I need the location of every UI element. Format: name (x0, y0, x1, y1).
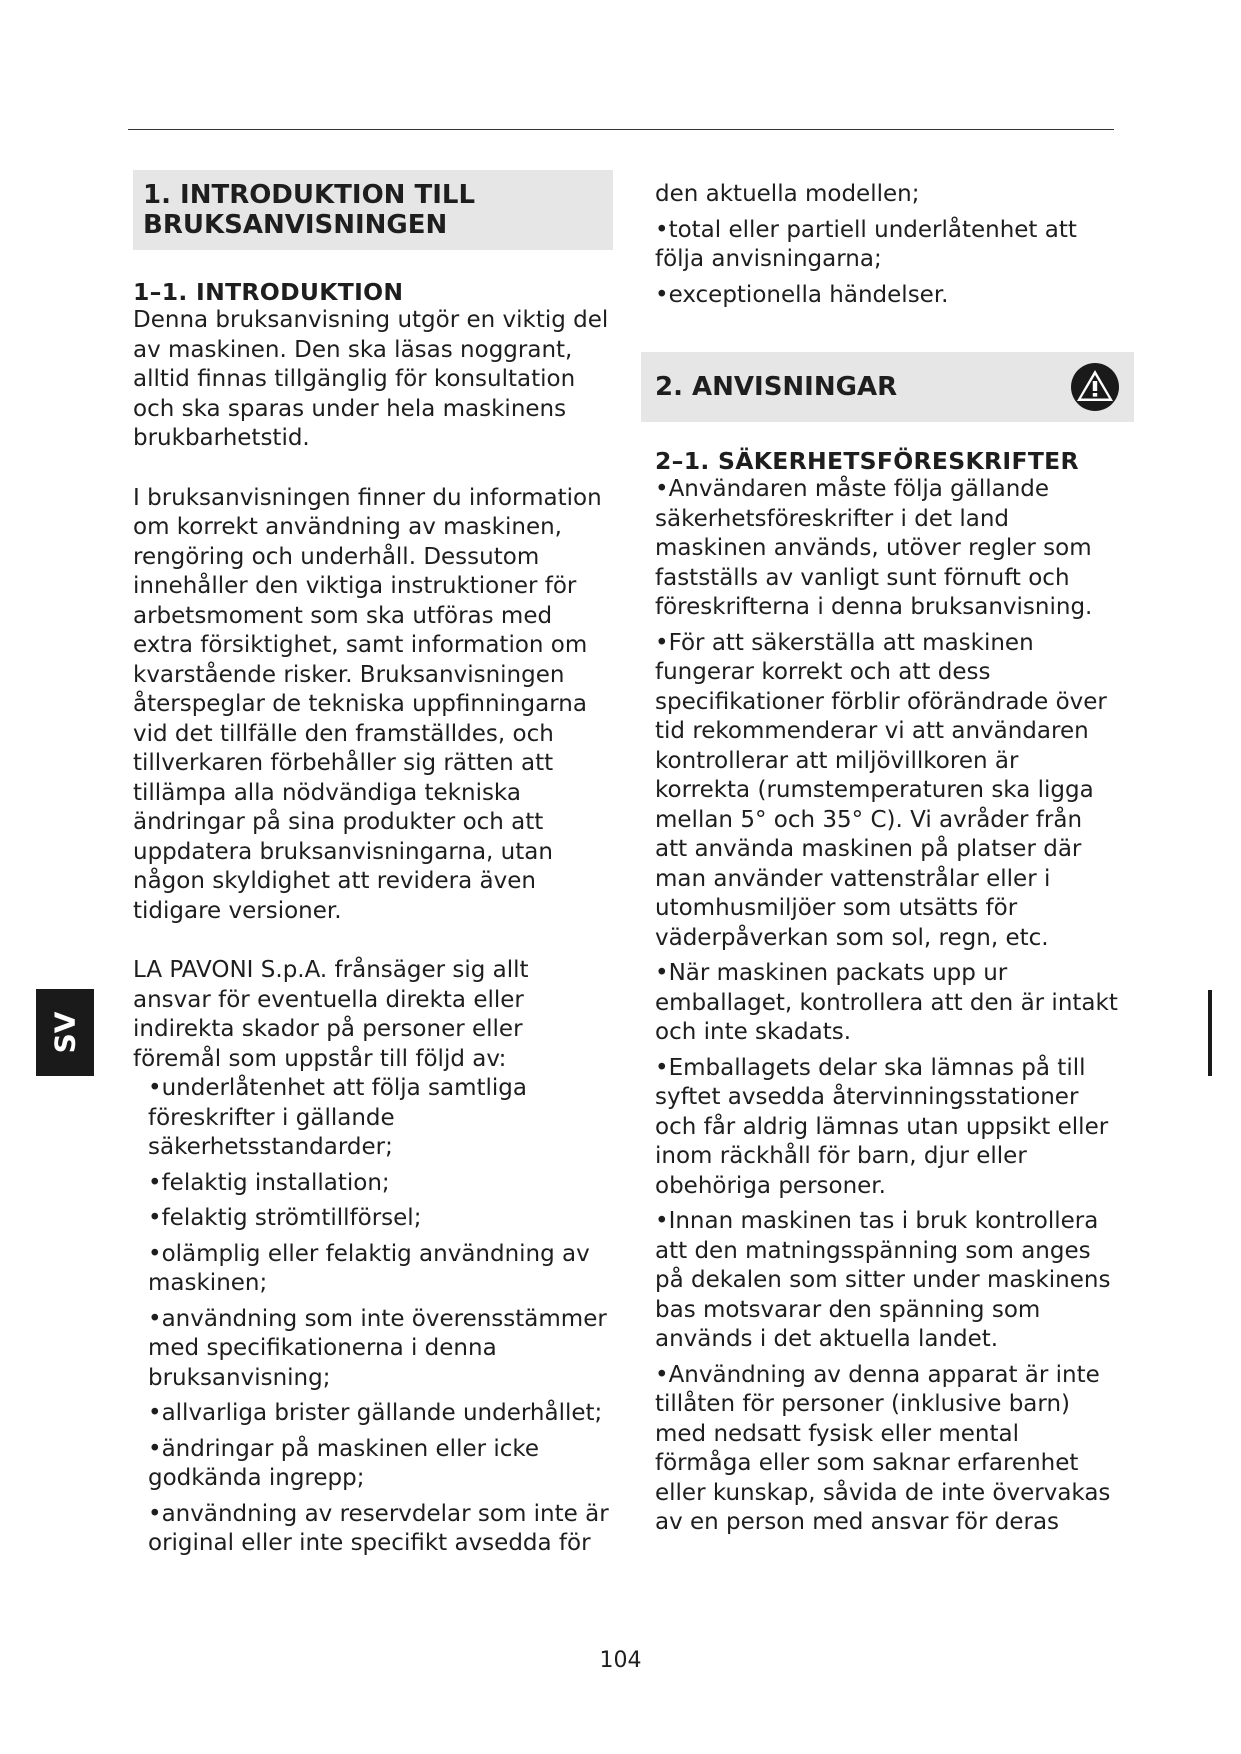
list-item: •ändringar på maskinen eller icke godkända ingrepp; (148, 1435, 540, 1491)
list-item: den aktuella modellen; (655, 181, 920, 207)
list-item: •felaktig installation; (148, 1169, 390, 1196)
page-number: 104 (599, 1648, 642, 1673)
language-tab (36, 989, 94, 1076)
list-item: •total eller partiell underlåtenhet att följa anvisningarna; (655, 216, 1077, 272)
right-column (655, 180, 1120, 1544)
section-1-title: 1. INTRODUKTION TILL BRUKSANVISNINGEN (143, 180, 476, 240)
left-column (133, 170, 613, 1565)
subsection-1-1-title: 1–1. INTRODUKTION (133, 278, 404, 306)
liability-list (133, 1074, 613, 1559)
warning-icon (1070, 362, 1120, 412)
list-item: •felaktig strömtillförsel; (148, 1205, 422, 1231)
list-item: •allvarliga brister gällande underhållet; (148, 1400, 603, 1426)
list-item: •olämplig eller felaktig användning av maskinen; (148, 1240, 590, 1296)
side-marker-bar (1208, 990, 1212, 1076)
list-item: •underlåtenhet att följa samtliga föreskrifter i gällande säkerhetsstandarder; (148, 1075, 527, 1160)
section-1-heading-box (133, 170, 613, 250)
list-item: •När maskinen packats upp ur emballaget, kontrollera att den är intakt och inte skadats. (655, 960, 1118, 1045)
liability-list-continued (655, 180, 1120, 310)
list-item: •Användning av denna apparat är inte tillåten för personer (inklusive barn) med nedsatt fysisk eller mental förmåga eller som saknar erfarenhet eller kunskap, såvida de inte övervakas av en person med ansvar för deras (655, 1361, 1111, 1535)
header-rule (128, 129, 1114, 130)
list-item: •användning som inte överensstämmer med specifikationerna i denna bruksanvisning; (148, 1305, 607, 1391)
section-2-heading-box (641, 352, 1134, 422)
list-item: •Innan maskinen tas i bruk kontrollera att den matningsspänning som anges på dekalen som sitter under maskinens bas motsvarar den spänning som används i det aktuella landet. (655, 1208, 1111, 1352)
intro-paragraph-1: Denna bruksanvisning utgör en viktig del av maskinen. Den ska läsas noggrant, alltid finnas tillgänglig för konsultation och ska sparas under hela maskinens brukbarhetstid. (133, 307, 609, 451)
language-tab-label: SV (48, 1011, 82, 1054)
intro-paragraph-2: I bruksanvisningen finner du information om korrekt användning av maskinen, rengöring och underhåll. Dessutom innehåller den viktiga instruktioner för arbetsmoment som ska utföras med extra försiktighet, samt information om kvarstående risker. Bruksanvisningen återspeglar de tekniska uppfinningarna vid det tillfälle den framställdes, och tillverkaren förbehåller sig rätten att tillämpa alla nödvändiga tekniska ändringar på sina produkter och att uppdatera bruksanvisningarna, utan någon skyldighet att revidera även tidigare versioner. (133, 484, 602, 924)
subsection-2-1-title: 2–1. SÄKERHETSFÖRESKRIFTER (655, 447, 1079, 475)
liability-paragraph: LA PAVONI S.p.A. frånsäger sig allt ansvar för eventuella direkta eller indirekta skador på personer eller föremål som uppstår till följd av: (133, 957, 529, 1072)
list-item: •exceptionella händelser. (655, 281, 949, 308)
list-item: •Användaren måste följa gällande säkerhetsföreskrifter i det land maskinen används, utöver regler som fastställs av vanligt sunt förnuft och föreskrifterna i denna bruksanvisning. (655, 476, 1093, 620)
list-item: •användning av reservdelar som inte är original eller inte specifikt avsedda för (148, 1500, 609, 1556)
safety-list (655, 475, 1120, 1538)
section-2-title: 2. ANVISNINGAR (655, 372, 898, 402)
list-item: •För att säkerställa att maskinen fungerar korrekt och att dess specifikationer förblir oförändrade över tid rekommenderar vi att användaren kontrollerar att miljövillkoren är korrekta (rumstemperaturen ska ligga mellan 5° och 35° C). Vi avråder från att använda maskinen på platser där man använder vattenstrålar eller i utomhusmiljöer som utsätts för väderpåverkan som sol, regn, etc. (655, 629, 1107, 951)
list-item: •Emballagets delar ska lämnas på till syftet avsedda återvinningsstationer och får aldrig lämnas utan uppsikt eller inom räckhåll för barn, djur eller obehöriga personer. (655, 1054, 1109, 1199)
